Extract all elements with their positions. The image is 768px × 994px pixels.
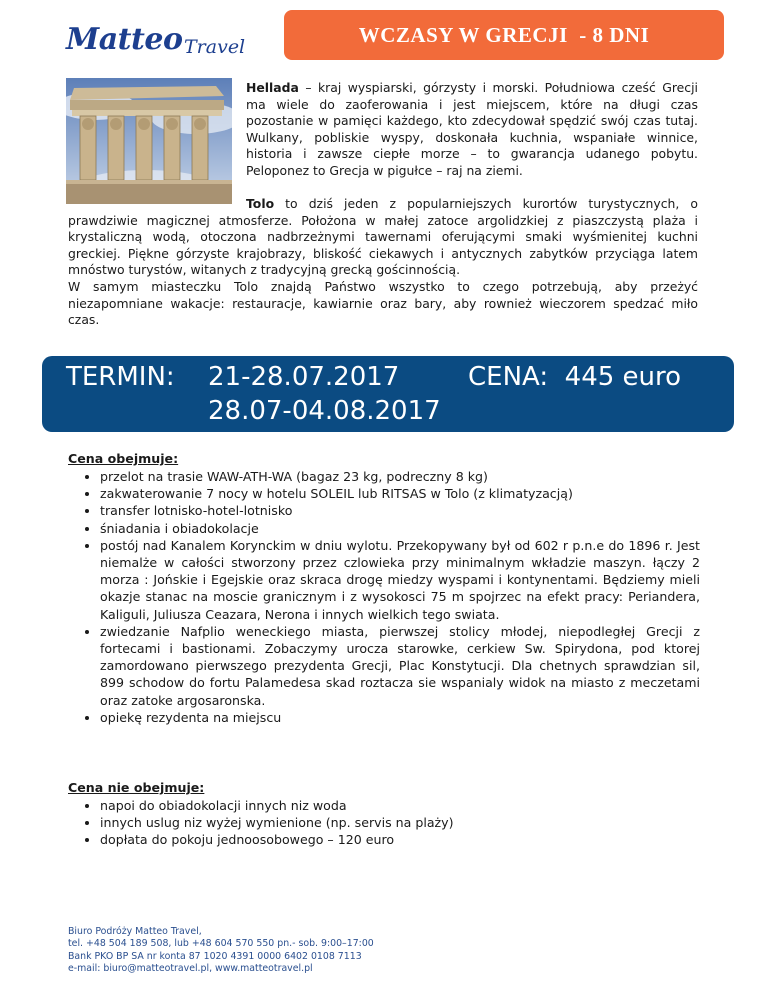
- list-item: • innych uslug niz wyżej wymienione (np. servis na plaży): [100, 814, 700, 831]
- footer-phone: tel. +48 504 189 508, lub +48 604 570 550 pn.- sob. 9:00–17:00: [68, 938, 374, 950]
- list-item: • opiekę rezydenta na miejscu: [100, 709, 700, 726]
- logo-main-text: Matteo: [66, 22, 183, 57]
- footer-company: Biuro Podróży Matteo Travel,: [68, 926, 202, 937]
- list-item: • przelot na trasie WAW-ATH-WA (bagaz 23 kg, podreczny 8 kg): [100, 468, 700, 485]
- list-item: • napoi do obiadokolacji innych niz woda: [100, 797, 700, 814]
- footer-email: e-mail: biuro@matteotravel.pl, www.matteotravel.pl: [68, 962, 313, 974]
- intro-lead: Hellada: [246, 80, 299, 95]
- intro-text: – kraj wyspiarski, górzysty i morski. Południowa cześć Grecji ma wiele do zaoferowania i jest miejscem, które na długi czas pozostanie w pamięci każdego, kto zdecydował spędzić swój czas tutaj. Wulkany, pobliskie wyspy, doskonała kuchnia, wspaniałe winnice, historia i zawsze ciepłe morze – to gwarancja udanego pobytu. Peloponez to Grecja w pigułce – raj na ziemi.: [246, 80, 698, 178]
- tolo-text: to dziś jeden z popularniejszych kurortów turystycznych, o prawdziwie magicznej atmosferze. Położona w małej zatoce argolidzkiej z piaszczystą plaża i krystaliczną wodą, otoczona nadbrzeżnymi tawernami oferującymi smaki wyśmienitej kuchni greckiej. Piękne górzyste krajobrazy, bliskość ciekawych i antycznych zabytków przyciąga latem mnóstwo turystów, witanych z tradycyjną grecką gościnnością.: [68, 196, 698, 278]
- excludes-list: [68, 797, 700, 849]
- term-price-banner: [42, 356, 734, 432]
- list-item: • zakwaterowanie 7 nocy w hotelu SOLEIL lub RITSAS w Tolo (z klimatyzacją): [100, 485, 700, 502]
- company-logo: [66, 22, 256, 64]
- tolo-paragraph-2: W samym miasteczku Tolo znajdą Państwo wszystko to czego potrzebują, aby przeżyć niezapomniane wakacje: restauracje, kawiarnie oraz bary, aby rownież wieczorem spedzać miło czas.: [68, 278, 698, 328]
- excludes-title: Cena nie obejmuje:: [68, 780, 205, 795]
- term-label: TERMIN:: [66, 362, 175, 392]
- includes-list: [68, 468, 700, 726]
- footer-bank: Bank PKO BP SA nr konta 87 1020 4391 0000 6402 0108 7113: [68, 950, 362, 962]
- term-date-2: 28.07-04.08.2017: [208, 396, 441, 426]
- includes-title: Cena obejmuje:: [68, 451, 179, 466]
- term-date-1: 21-28.07.2017: [208, 362, 400, 392]
- list-item: • dopłata do pokoju jednoosobowego – 120 euro: [100, 831, 700, 848]
- header-banner: [284, 10, 724, 60]
- logo-sub-text: Travel: [184, 36, 246, 58]
- list-item: • zwiedzanie Nafplio weneckiego miasta, pierwszej stolicy młodej, niepodległej Grecji z fortecami i bastionami. Zobaczymy urocza starowke, cerkiew Sw. Spirydona, pod ktorej zamordowano pierwszego prezydenta Grecji, Plac Konstytucji. Dla chetnych sprawdzian sil, 899 schodow do fortu Palamedesa skad roztacza sie wspanialy widok na miasto z meczetami oraz zatoke argosaronska.: [100, 623, 700, 709]
- tolo-lead: Tolo: [246, 196, 275, 211]
- tolo-paragraph: [68, 196, 698, 279]
- price-label: CENA: 445 euro: [468, 362, 682, 392]
- caryatids-photo-icon: [66, 78, 232, 204]
- footer-contact: [68, 926, 374, 975]
- list-item: • transfer lotnisko-hotel-lotnisko: [100, 502, 700, 519]
- intro-paragraph: [246, 80, 698, 180]
- page-title: WCZASY W GRECJI - 8 DNI: [358, 22, 650, 47]
- list-item: • śniadania i obiadokolacje: [100, 520, 700, 537]
- tolo-description: [68, 196, 698, 329]
- list-item: • postój nad Kanalem Korynckim w dniu wylotu. Przekopywany był od 602 r p.n.e do 1896 r. Jest niemalże w całości stworzony przez czlowieka przy minimalnym wkładzie maszyn. łączy 2 morza : Jońskie i Egejskie oraz skraca drogę miedzy wyspami i kontynentami. Będziemy mieli okazje stanac na moscie granicznym i z wysokosci 75 m spojrzec na efekt pracy: Periandera, Kaliguli, Juliusza Ceazara, Nerona i innych wielkich tego swiata.: [100, 537, 700, 623]
